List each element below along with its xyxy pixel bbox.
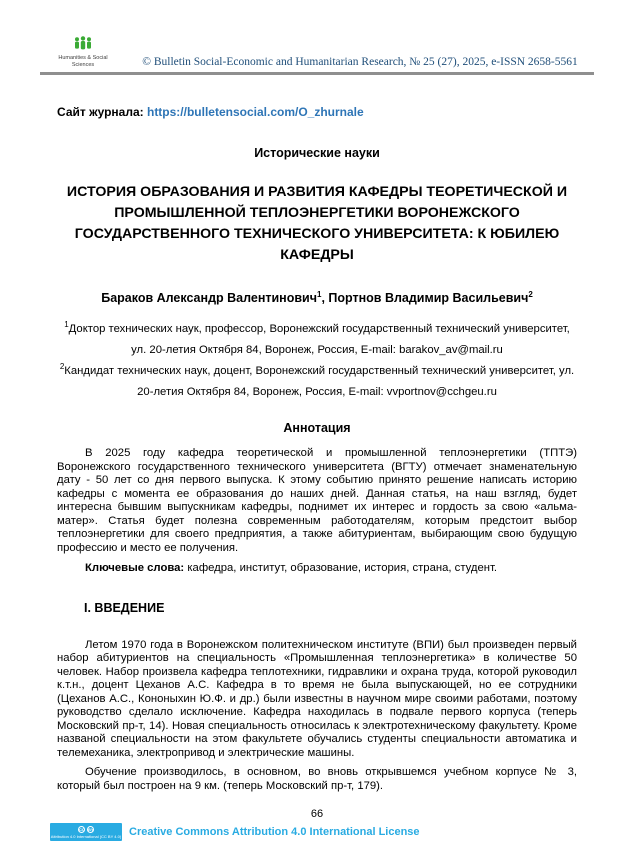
site-label: Сайт журнала: <box>57 105 147 120</box>
authors-separator: , <box>321 291 329 306</box>
journal-logo <box>40 36 126 69</box>
article-title: ИСТОРИЯ ОБРАЗОВАНИЯ И РАЗВИТИЯ КАФЕДРЫ ТЕОРЕТИЧЕСКОЙ И ПРОМЫШЛЕННОЙ ТЕПЛОЭНЕРГЕТИКИ ВОРОНЕЖСКОГО ГОСУДАРСТВЕННОГО ТЕХНИЧЕСКОГО УНИВЕРСИТЕТА: К ЮБИЛЕЮ КАФЕДРЫ <box>66 184 568 264</box>
abstract-text: В 2025 году кафедра теоретической и промышленной теплоэнергетики (ТПТЭ) Воронежского государственного технического университета (ВГТУ) отмечает знаменательную дату - 50 лет со дня первого выпуска. К этому событию принято решение написать историю кафедры с момента ее образования до наших дней. Данная статья, на наш взгляд, будет интересна бывшим выпускникам кафедры, поднимет их интерес и гордость за свою «альма-матер». Статья будет полезна современным работодателям, которым предстоит выбор теплоэнергетики для своего предприятия, а также абитуриентам, выбирающим свою будущую профессию и место ее получения. <box>57 447 577 554</box>
body-paragraph-2: Обучение производилось, в основном, во вновь открывшемся учебном корпусе № 3, который был построен на 9 км. (теперь Московский пр-т, 179). <box>57 766 577 792</box>
page-number: 66 <box>310 808 324 821</box>
section-heading: Исторические науки <box>254 146 380 161</box>
journal-site-line <box>57 105 577 119</box>
license-footer <box>50 823 584 841</box>
author-1-superscript: 1 <box>316 290 322 300</box>
logo-org-line2: Sciences <box>71 62 95 69</box>
body-paragraph-1: Летом 1970 года в Воронежском политехническом институте (ВПИ) был произведен первый набор абитуриентов на специальность «Промышленная теплоэнергетика» в количестве 50 человек. Набор произвела кафедра теплотехники, гидравлики и охрана труда, которой руководил к.т.н., доцент Цеханов А.С. Кафедра в то время не была выпускающей, но ее сотрудники (Цеханов А.С., Кононыхин Ю.Ф. и др.) были известны в научном мире своими работами, поэтому руководство сделало исключение. Кафедра находилась в подвале первого корпуса (теперь Московский пр-т, 14). Новая специальность относилась к электротехническому факультету. Кроме названой специальности на этом факультете обучались студенты специальности автоматика и телемеханика, электропривод и электрические машины. <box>57 638 577 759</box>
keywords-label: Ключевые слова: <box>85 562 185 575</box>
author-2-superscript: 2 <box>528 290 533 300</box>
cc-by-license-badge[interactable] <box>50 823 122 841</box>
keywords-text: кафедра, институт, образование, история, страна, студент. <box>184 562 498 575</box>
author-2-name: Портнов Владимир Васильевич <box>328 291 529 306</box>
cc-badge-caption: Attribution 4.0 International (CC BY 4.0) <box>50 833 122 839</box>
affiliation-2-superscript: 2 <box>59 362 65 372</box>
keywords-line <box>57 562 577 576</box>
abstract-heading: Аннотация <box>283 421 351 436</box>
authors-line <box>57 291 577 305</box>
page-header <box>40 0 594 75</box>
license-text: Creative Commons Attribution 4.0 International License <box>129 826 420 839</box>
affiliation-2-text: Кандидат технических наук, доцент, Воронежский государственный технический университет, ул. 20-летия Октября 84, Воронеж, Россия, E-mail: vvportnov@cchgeu.ru <box>64 365 575 399</box>
affiliation-1-superscript: 1 <box>64 320 69 330</box>
author-1-name: Бараков Александр Валентинович <box>101 291 317 306</box>
journal-header-line: © Bulletin Social-Economic and Humanitarian Research, № 25 (27), 2025, e-ISSN 2658-5561 <box>142 56 578 69</box>
journal-site-link[interactable]: https://bulletensocial.com/O_zhurnale <box>146 105 364 120</box>
introduction-heading: I. ВВЕДЕНИЕ <box>84 600 165 615</box>
affiliation-1 <box>57 319 577 361</box>
humanities-social-sciences-logo-icon <box>72 38 94 55</box>
logo-org-line1: Humanities & Social <box>58 55 108 61</box>
article-content <box>57 105 577 793</box>
by-icon: BY <box>88 826 94 832</box>
affiliation-1-text: Доктор технических наук, профессор, Воронежский государственный технический университет, ул. 20-летия Октября 84, Воронеж, Россия, E-mail: barakov_av@mail.ru <box>68 323 570 357</box>
cc-icon: CC <box>79 826 85 832</box>
affiliations-block <box>57 319 577 403</box>
cc-by-icon <box>78 826 94 833</box>
affiliation-2 <box>57 361 577 403</box>
